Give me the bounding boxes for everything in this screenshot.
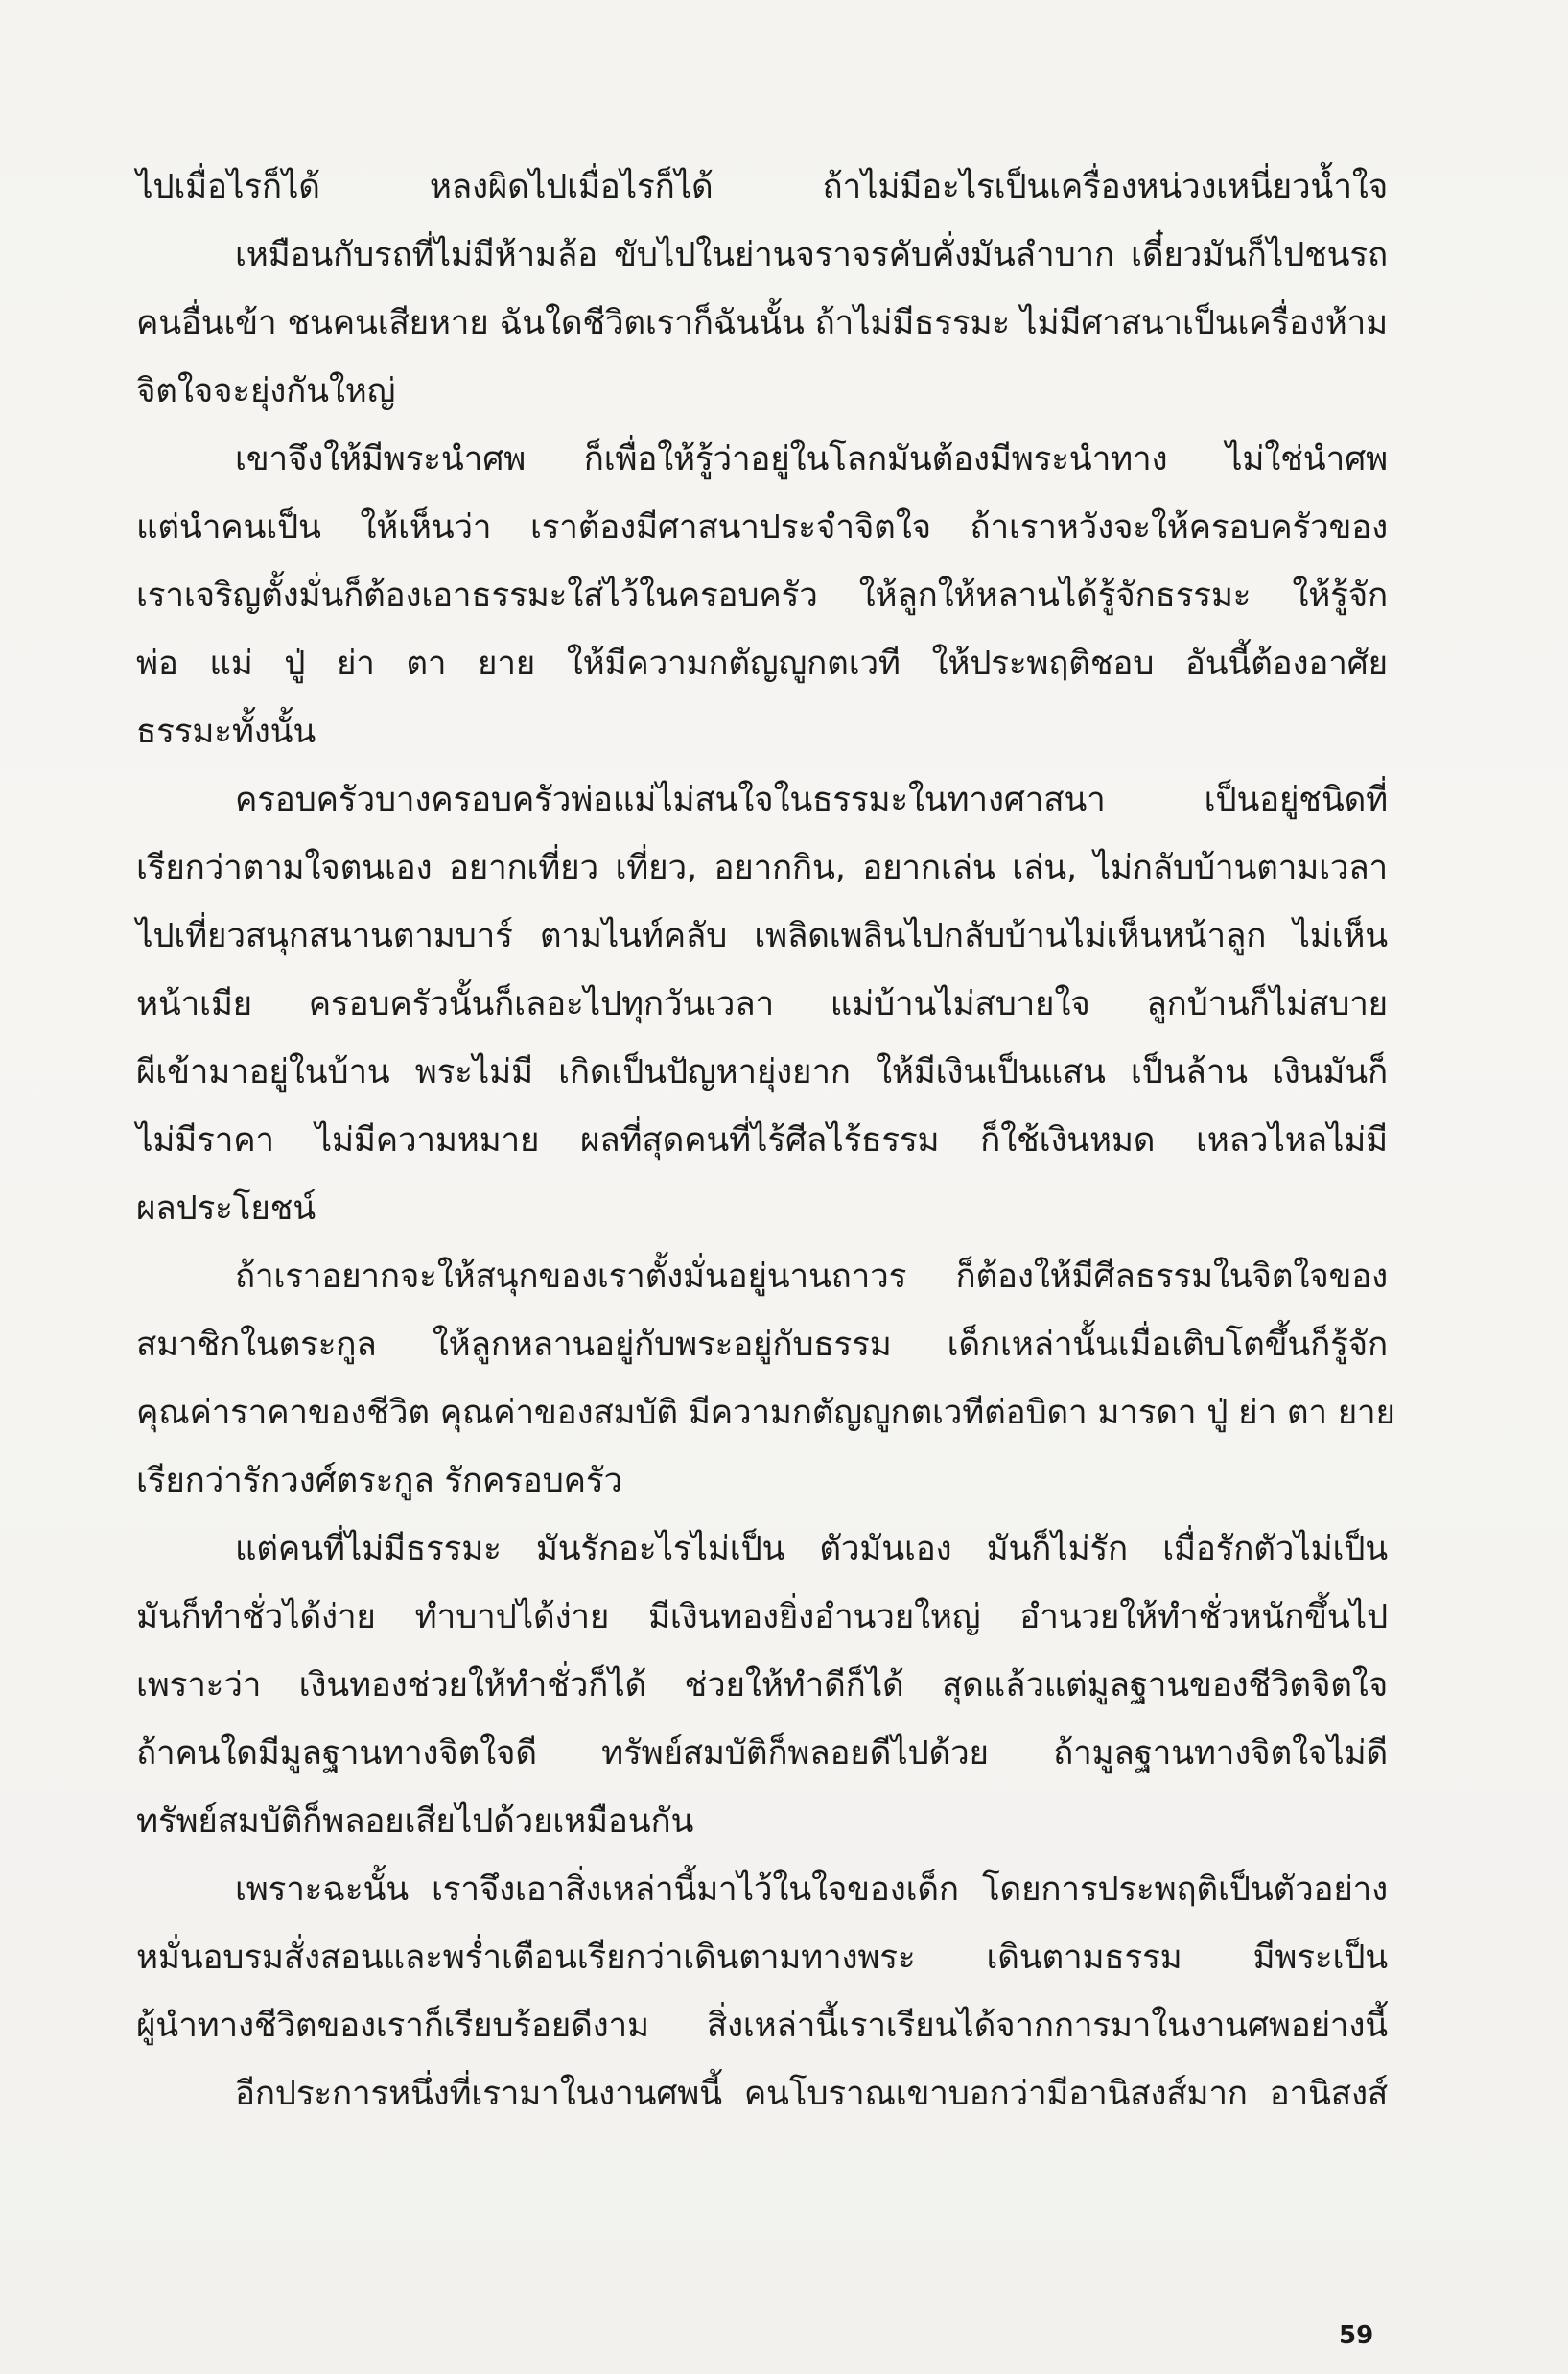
text-line: เรียกว่าตามใจตนเอง อยากเที่ยว เที่ยว, อยากกิน, อยากเล่น เล่น, ไม่กลับบ้านตามเวลา	[136, 849, 1388, 887]
text-line: สมาชิกในตระกูล ให้ลูกหลานอยู่กับพระอยู่กับธรรม เด็กเหล่านั้นเมื่อเติบโตขึ้นก็รู้จัก	[136, 1326, 1388, 1364]
text-line: จิตใจจะยุ่งกันใหญ่	[136, 372, 396, 411]
page-number: 59	[1339, 2321, 1374, 2350]
text-line: ผลประโยชน์	[136, 1189, 316, 1228]
text-line: แต่นำคนเป็น ให้เห็นว่า เราต้องมีศาสนาประจำจิตใจ ถ้าเราหวังจะให้ครอบครัวของ	[136, 508, 1388, 547]
text-line: ทรัพย์สมบัติก็พลอยเสียไปด้วยเหมือนกัน	[136, 1802, 694, 1841]
text-line: ครอบครัวบางครอบครัวพ่อแม่ไม่สนใจในธรรมะในทางศาสนา เป็นอยู่ชนิดที่	[235, 781, 1388, 819]
text-line: เขาจึงให้มีพระนำศพ ก็เพื่อให้รู้ว่าอยู่ในโลกมันต้องมีพระนำทาง ไม่ใช่นำศพ	[235, 440, 1388, 479]
text-line: เราเจริญตั้งมั่นก็ต้องเอาธรรมะใส่ไว้ในครอบครัว ให้ลูกให้หลานได้รู้จักธรรมะ ให้รู้จัก	[136, 576, 1388, 615]
text-line: เพราะฉะนั้น เราจึงเอาสิ่งเหล่านี้มาไว้ในใจของเด็ก โดยการประพฤติเป็นตัวอย่าง	[235, 1870, 1388, 1909]
text-line: เหมือนกับรถที่ไม่มีห้ามล้อ ขับไปในย่านจราจรคับคั่งมันลำบาก เดี๋ยวมันก็ไปชนรถ	[235, 236, 1388, 274]
text-line: เรียกว่ารักวงศ์ตระกูล รักครอบครัว	[136, 1462, 622, 1500]
text-line: หมั่นอบรมสั่งสอนและพร่ำเตือนเรียกว่าเดินตามทางพระ เดินตามธรรม มีพระเป็น	[136, 1939, 1388, 1977]
text-line: ไปเที่ยวสนุกสนานตามบาร์ ตามไนท์คลับ เพลิดเพลินไปกลับบ้านไม่เห็นหน้าลูก ไม่เห็น	[136, 917, 1388, 955]
text-line: ธรรมะทั้งนั้น	[136, 713, 316, 751]
text-line: มันก็ทำชั่วได้ง่าย ทำบาปได้ง่าย มีเงินทองยิ่งอำนวยใหญ่ อำนวยให้ทำชั่วหนักขึ้นไป	[136, 1598, 1388, 1636]
text-line: คนอื่นเข้า ชนคนเสียหาย ฉันใดชีวิตเราก็ฉันนั้น ถ้าไม่มีธรรมะ ไม่มีศาสนาเป็นเครื่องห้าม	[136, 304, 1388, 342]
text-line: อีกประการหนึ่งที่เรามาในงานศพนี้ คนโบราณเขาบอกว่ามีอานิสงส์มาก อานิสงส์	[235, 2075, 1388, 2113]
text-line: ถ้าคนใดมีมูลฐานทางจิตใจดี ทรัพย์สมบัติก็พลอยดีไปด้วย ถ้ามูลฐานทางจิตใจไม่ดี	[136, 1734, 1388, 1773]
text-line: ไปเมื่อไรก็ได้ หลงผิดไปเมื่อไรก็ได้ ถ้าไม่มีอะไรเป็นเครื่องหน่วงเหนี่ยวน้ำใจ	[136, 168, 1388, 206]
text-line: ถ้าเราอยากจะให้สนุกของเราตั้งมั่นอยู่นานถาวร ก็ต้องให้มีศีลธรรมในจิตใจของ	[235, 1258, 1388, 1296]
text-line: ไม่มีราคา ไม่มีความหมาย ผลที่สุดคนที่ไร้ศีลไร้ธรรม ก็ใช้เงินหมด เหลวไหลไม่มี	[136, 1121, 1388, 1160]
text-line: เพราะว่า เงินทองช่วยให้ทำชั่วก็ได้ ช่วยให้ทำดีก็ได้ สุดแล้วแต่มูลฐานของชีวิตจิตใจ	[136, 1666, 1388, 1704]
text-line: พ่อ แม่ ปู่ ย่า ตา ยาย ให้มีความกตัญญูกตเวที ให้ประพฤติชอบ อันนี้ต้องอาศัย	[136, 645, 1388, 683]
text-line: คุณค่าราคาของชีวิต คุณค่าของสมบัติ มีความกตัญญูกตเวทีต่อบิดา มารดา ปู่ ย่า ตา ยาย	[136, 1394, 1395, 1432]
text-line: หน้าเมีย ครอบครัวนั้นก็เลอะไปทุกวันเวลา แม่บ้านไม่สบายใจ ลูกบ้านก็ไม่สบาย	[136, 985, 1388, 1023]
text-line: ผู้นำทางชีวิตของเราก็เรียบร้อยดีงาม สิ่งเหล่านี้เราเรียนได้จากการมาในงานศพอย่างนี้	[136, 2007, 1388, 2045]
text-line: แต่คนที่ไม่มีธรรมะ มันรักอะไรไม่เป็น ตัวมันเอง มันก็ไม่รัก เมื่อรักตัวไม่เป็น	[235, 1530, 1388, 1568]
text-line: ผีเข้ามาอยู่ในบ้าน พระไม่มี เกิดเป็นปัญหายุ่งยาก ให้มีเงินเป็นแสน เป็นล้าน เงินมันก็	[136, 1053, 1388, 1092]
body-text	[136, 153, 1395, 2128]
